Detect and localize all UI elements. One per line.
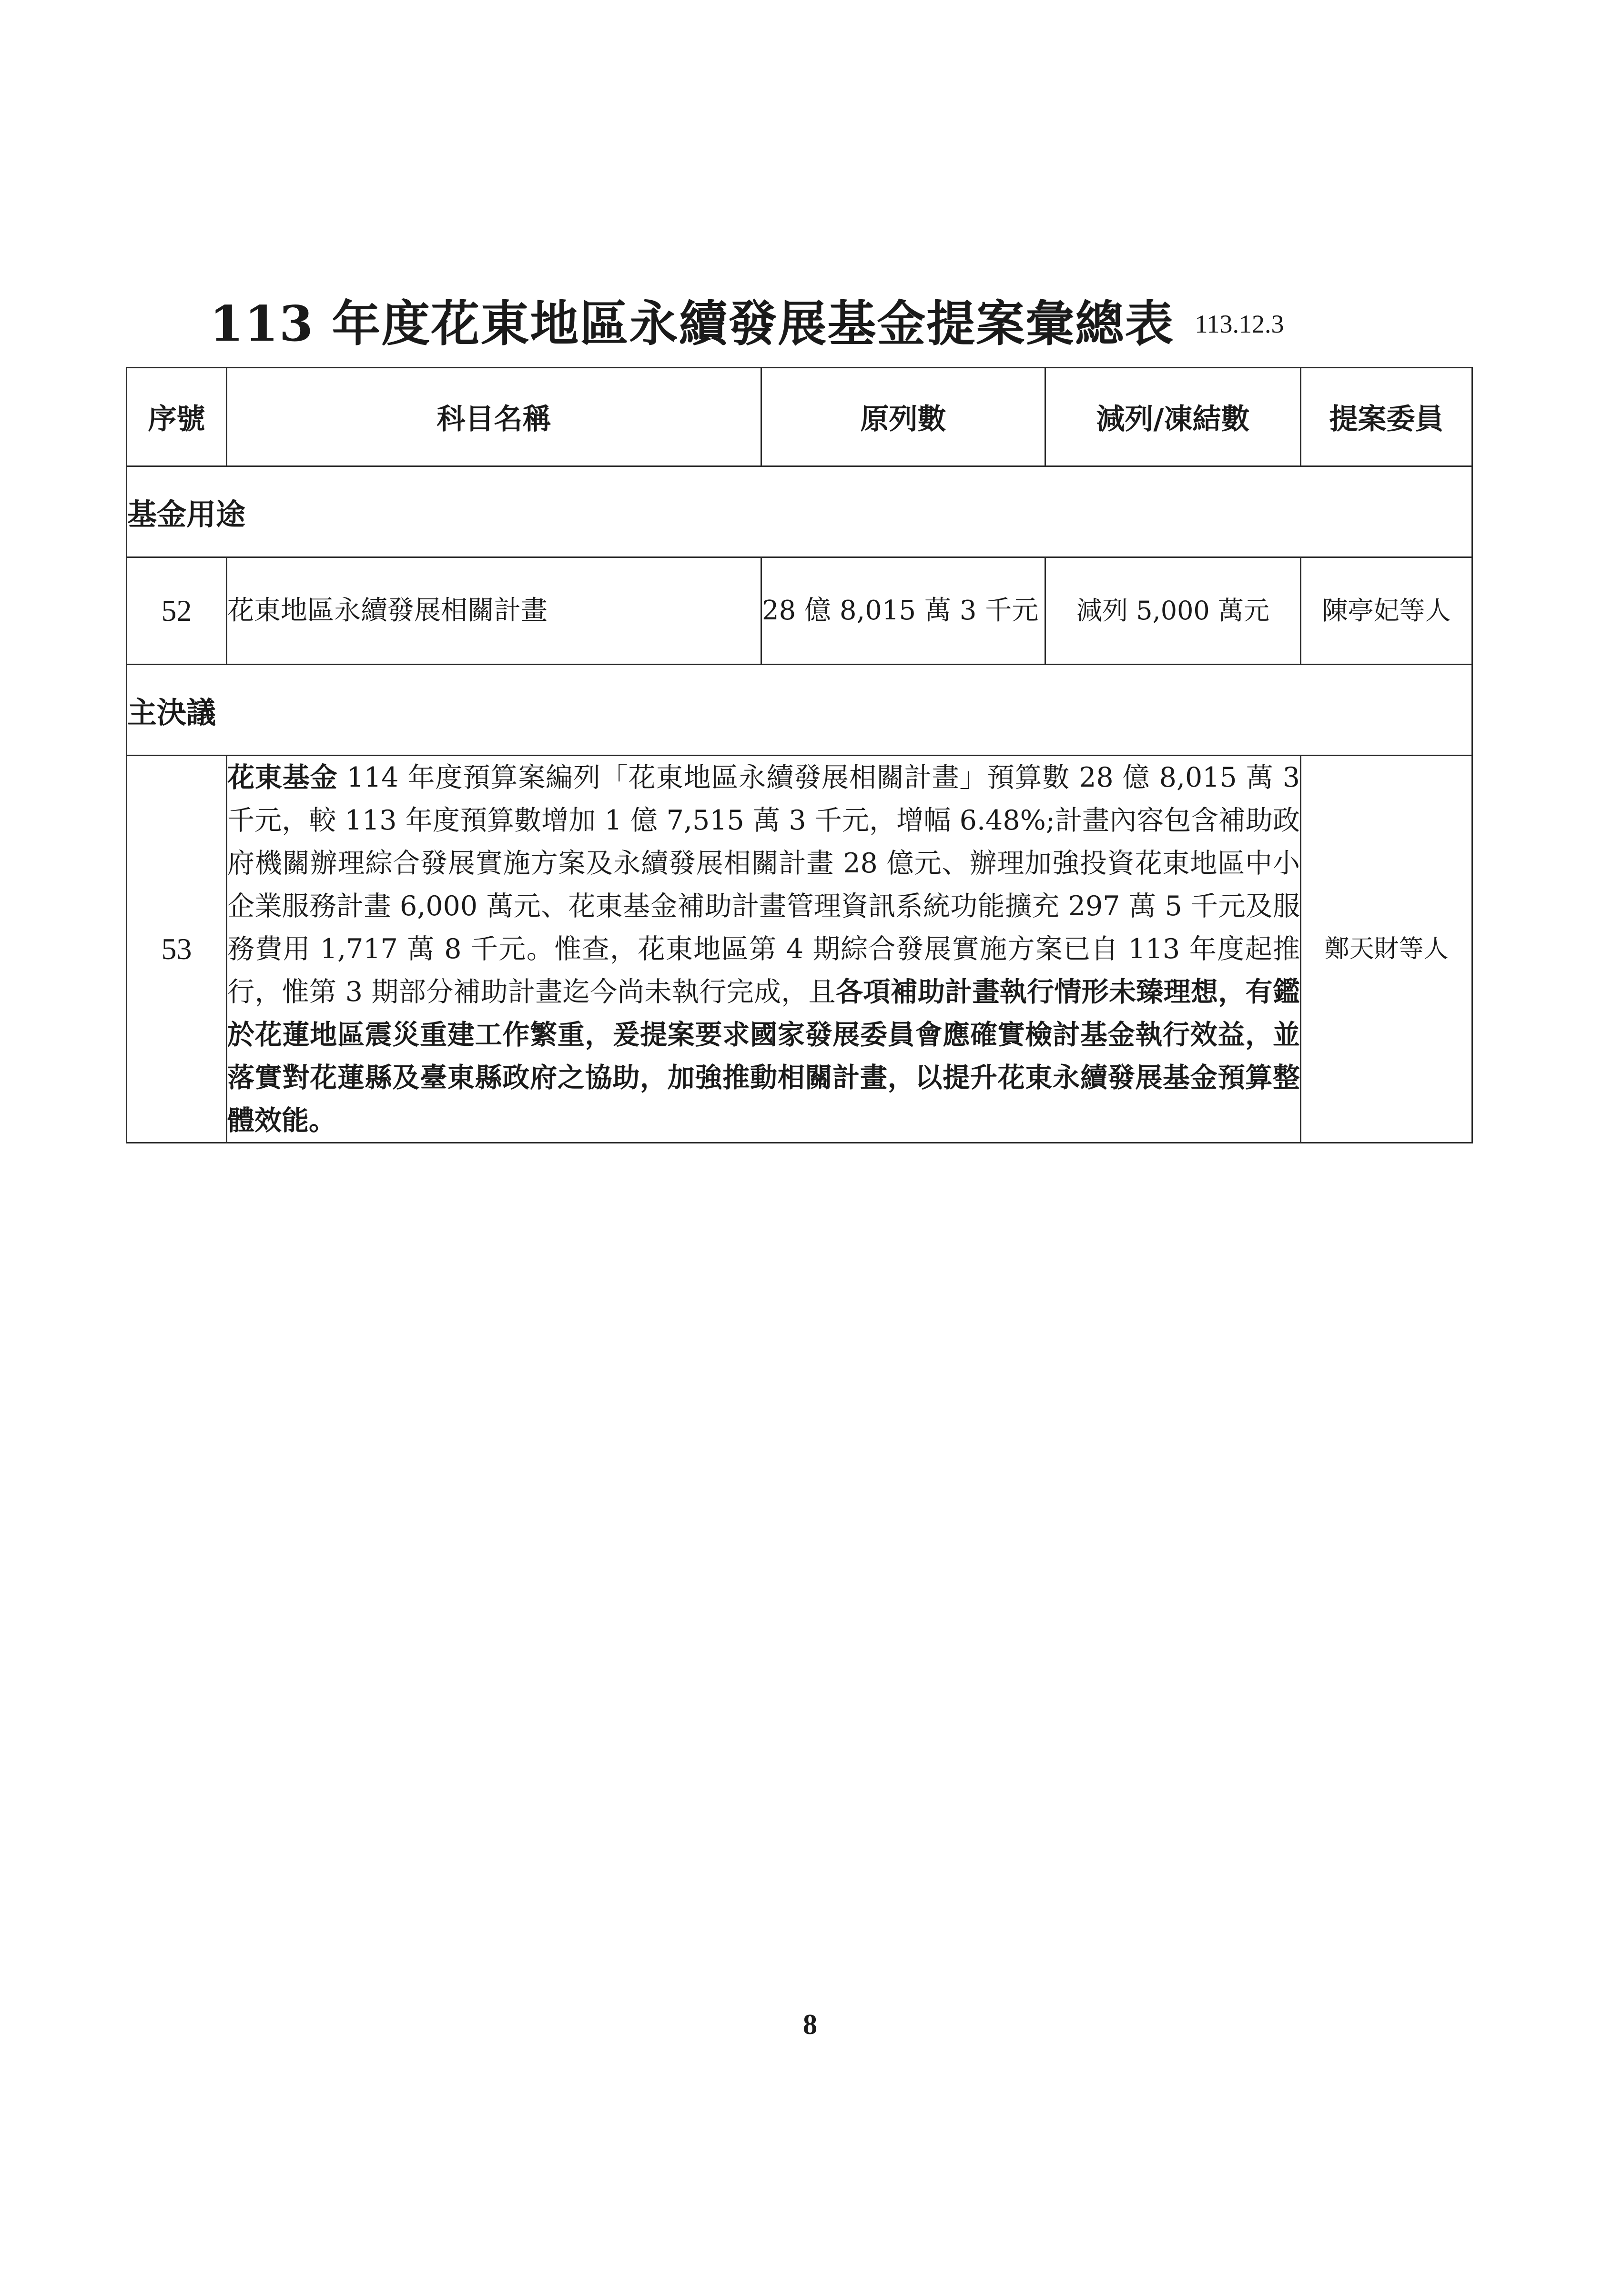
section-row-fund-usage <box>127 466 1472 557</box>
row-52-item-name: 花東地區永續發展相關計畫 <box>227 557 761 665</box>
header-item-name: 科目名稱 <box>227 368 761 466</box>
header-original-amount: 原列數 <box>761 368 1045 466</box>
row-53-seq: 53 <box>127 756 227 1143</box>
section-label-main-resolution: 主決議 <box>127 665 1472 756</box>
row-52-proposer: 陳亭妃等人 <box>1301 557 1472 665</box>
row-53-resolution-text <box>227 756 1301 1143</box>
table-row <box>127 756 1472 1143</box>
row-53-proposer: 鄭天財等人 <box>1301 756 1472 1143</box>
page-number: 8 <box>803 2009 817 2040</box>
title-date: 113.12.3 <box>1195 310 1284 338</box>
header-proposer: 提案委員 <box>1301 368 1472 466</box>
section-label-fund-usage: 基金用途 <box>127 466 1472 557</box>
proposal-summary-table <box>126 367 1473 1143</box>
row-53-bold-lead: 花東基金 <box>227 761 338 793</box>
header-seq: 序號 <box>127 368 227 466</box>
table-row <box>127 557 1472 665</box>
page-title: 113 年度花東地區永續發展基金提案彙總表 <box>210 295 1175 353</box>
header-reduction: 減列/凍結數 <box>1045 368 1301 466</box>
section-row-main-resolution <box>127 665 1472 756</box>
row-52-reduction: 減列 5,000 萬元 <box>1045 557 1301 665</box>
title-row <box>210 286 1449 362</box>
table-header-row <box>127 368 1472 466</box>
row-53-regular-text: 114 年度預算案編列「花東地區永續發展相關計畫」預算數 28 億 8,015 萬 3 千元，較 113 年度預算數增加 1 億 7,515 萬 3 千元，增幅 6.48%;計畫內容包含補助政府機關辦理綜合發展實施方案及永續發展相關計畫 28 億元、辦理加強投資花東地區中小企業服務計畫 6,000 萬元、花東基金補助計畫管理資訊系統功能擴充 297 萬 5 千元及服務費用 1,717 萬 8 千元。惟查，花東地區第 4 期綜合發展實施方案已自 113 年度起推行，惟第 3 期部分補助計畫迄今尚未執行完成，且 <box>227 762 1300 1008</box>
row-52-seq: 52 <box>127 557 227 665</box>
row-53-bold-tail: 各項補助計畫執行情形未臻理想，有鑑於花蓮地區震災重建工作繁重，爰提案要求國家發展委員會應確實檢討基金執行效益，並落實對花蓮縣及臺東縣政府之協助，加強推動相關計畫，以提升花東永續發展基金預算整體效能。 <box>227 976 1300 1136</box>
row-52-original-amount: 28 億 8,015 萬 3 千元 <box>761 557 1045 665</box>
